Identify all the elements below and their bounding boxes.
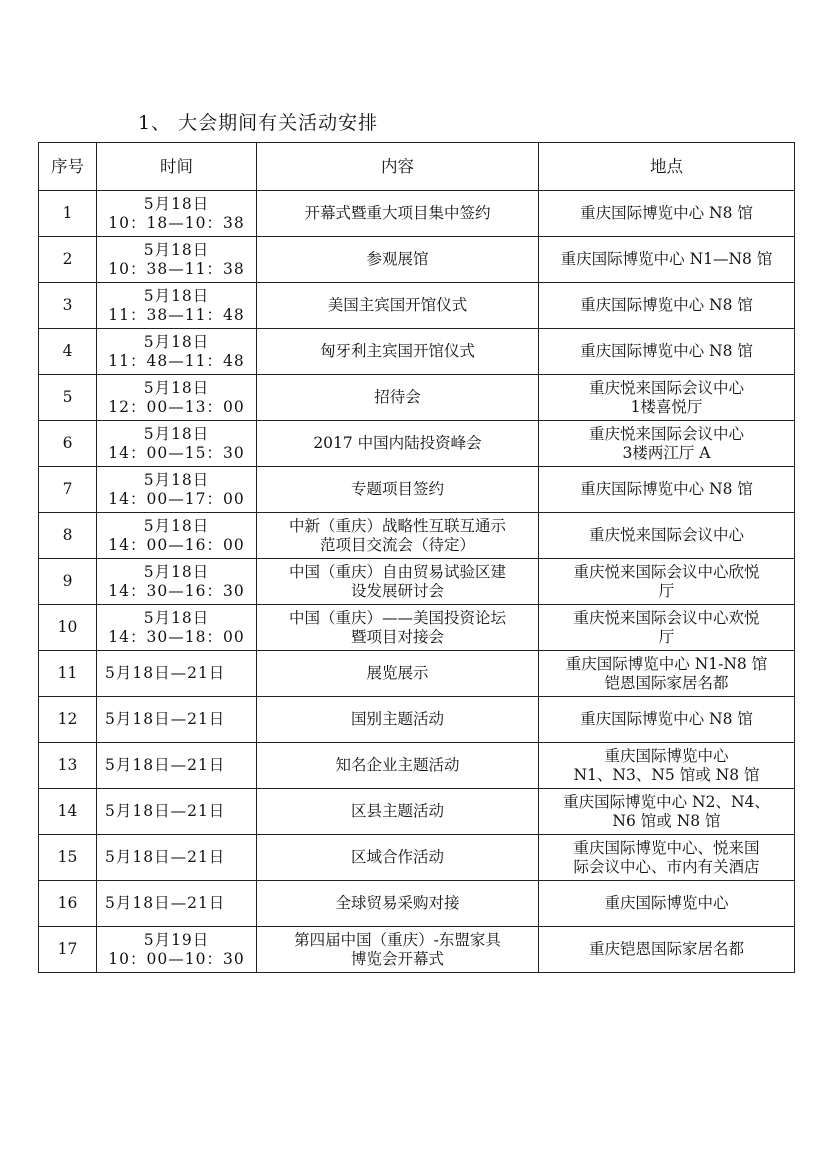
table-row xyxy=(39,237,795,283)
row-time: 5月18日 12：00—13：00 xyxy=(97,375,257,421)
row-content: 匈牙利主宾国开馆仪式 xyxy=(257,329,539,375)
row-place: 重庆国际博览中心、悦来国 际会议中心、市内有关酒店 xyxy=(539,835,795,881)
row-number: 8 xyxy=(39,513,97,559)
row-number: 6 xyxy=(39,421,97,467)
row-time: 5月18日—21日 xyxy=(97,789,257,835)
table-row xyxy=(39,651,795,697)
row-content: 开幕式暨重大项目集中签约 xyxy=(257,191,539,237)
row-place: 重庆铠恩国际家居名都 xyxy=(539,927,795,973)
row-content: 参观展馆 xyxy=(257,237,539,283)
row-time: 5月18日 11：38—11：48 xyxy=(97,283,257,329)
row-number: 4 xyxy=(39,329,97,375)
row-number: 14 xyxy=(39,789,97,835)
row-place: 重庆国际博览中心 N1-N8 馆 铠恩国际家居名都 xyxy=(539,651,795,697)
table-row xyxy=(39,697,795,743)
row-number: 3 xyxy=(39,283,97,329)
row-time: 5月18日 14：00—15：30 xyxy=(97,421,257,467)
row-number: 7 xyxy=(39,467,97,513)
row-place: 重庆国际博览中心 N8 馆 xyxy=(539,191,795,237)
row-place: 重庆悦来国际会议中心 3楼两江厅 A xyxy=(539,421,795,467)
row-content: 中国（重庆）——美国投资论坛 暨项目对接会 xyxy=(257,605,539,651)
table-row xyxy=(39,743,795,789)
row-place: 重庆悦来国际会议中心欣悦 厅 xyxy=(539,559,795,605)
row-place: 重庆国际博览中心 N8 馆 xyxy=(539,283,795,329)
row-content: 知名企业主题活动 xyxy=(257,743,539,789)
row-number: 11 xyxy=(39,651,97,697)
row-time: 5月18日 14：30—18：00 xyxy=(97,605,257,651)
table-row xyxy=(39,467,795,513)
row-number: 17 xyxy=(39,927,97,973)
row-time: 5月18日—21日 xyxy=(97,697,257,743)
row-content: 中新（重庆）战略性互联互通示 范项目交流会（待定） xyxy=(257,513,539,559)
row-time: 5月18日—21日 xyxy=(97,743,257,789)
header-time: 时间 xyxy=(97,143,257,191)
row-number: 10 xyxy=(39,605,97,651)
row-content: 中国（重庆）自由贸易试验区建 设发展研讨会 xyxy=(257,559,539,605)
row-time: 5月18日 14：00—17：00 xyxy=(97,467,257,513)
table-row xyxy=(39,605,795,651)
row-time: 5月18日 14：30—16：30 xyxy=(97,559,257,605)
row-time: 5月19日 10：00—10：30 xyxy=(97,927,257,973)
table-row xyxy=(39,375,795,421)
row-time: 5月18日 14：00—16：00 xyxy=(97,513,257,559)
row-content: 2017 中国内陆投资峰会 xyxy=(257,421,539,467)
table-row xyxy=(39,421,795,467)
row-time: 5月18日—21日 xyxy=(97,835,257,881)
row-place: 重庆国际博览中心 N1、N3、N5 馆或 N8 馆 xyxy=(539,743,795,789)
row-place: 重庆国际博览中心 N8 馆 xyxy=(539,697,795,743)
row-number: 16 xyxy=(39,881,97,927)
row-place: 重庆悦来国际会议中心 xyxy=(539,513,795,559)
header-content: 内容 xyxy=(257,143,539,191)
header-place: 地点 xyxy=(539,143,795,191)
table-row xyxy=(39,329,795,375)
table-row xyxy=(39,191,795,237)
row-content: 第四届中国（重庆）-东盟家具 博览会开幕式 xyxy=(257,927,539,973)
row-time: 5月18日 11：48—11：48 xyxy=(97,329,257,375)
row-number: 12 xyxy=(39,697,97,743)
row-content: 招待会 xyxy=(257,375,539,421)
row-place: 重庆悦来国际会议中心欢悦 厅 xyxy=(539,605,795,651)
row-number: 2 xyxy=(39,237,97,283)
header-number: 序号 xyxy=(39,143,97,191)
row-number: 13 xyxy=(39,743,97,789)
table-row xyxy=(39,881,795,927)
row-content: 美国主宾国开馆仪式 xyxy=(257,283,539,329)
table-row xyxy=(39,559,795,605)
row-number: 5 xyxy=(39,375,97,421)
row-number: 15 xyxy=(39,835,97,881)
row-number: 9 xyxy=(39,559,97,605)
table-row xyxy=(39,835,795,881)
row-content: 区域合作活动 xyxy=(257,835,539,881)
table-row xyxy=(39,927,795,973)
row-place: 重庆国际博览中心 N8 馆 xyxy=(539,329,795,375)
header-row xyxy=(39,143,795,191)
row-place: 重庆国际博览中心 N2、N4、 N6 馆或 N8 馆 xyxy=(539,789,795,835)
row-time: 5月18日—21日 xyxy=(97,881,257,927)
row-content: 展览展示 xyxy=(257,651,539,697)
row-number: 1 xyxy=(39,191,97,237)
row-place: 重庆国际博览中心 N1—N8 馆 xyxy=(539,237,795,283)
row-content: 区县主题活动 xyxy=(257,789,539,835)
row-time: 5月18日 10：18—10：38 xyxy=(97,191,257,237)
activity-schedule-table xyxy=(38,142,795,973)
row-place: 重庆国际博览中心 N8 馆 xyxy=(539,467,795,513)
row-content: 全球贸易采购对接 xyxy=(257,881,539,927)
row-place: 重庆悦来国际会议中心 1楼喜悦厅 xyxy=(539,375,795,421)
row-time: 5月18日 10：38—11：38 xyxy=(97,237,257,283)
table-row xyxy=(39,789,795,835)
table-row xyxy=(39,513,795,559)
row-place: 重庆国际博览中心 xyxy=(539,881,795,927)
row-time: 5月18日—21日 xyxy=(97,651,257,697)
row-content: 国别主题活动 xyxy=(257,697,539,743)
table-row xyxy=(39,283,795,329)
row-content: 专题项目签约 xyxy=(257,467,539,513)
section-heading: 1、 大会期间有关活动安排 xyxy=(138,112,379,134)
